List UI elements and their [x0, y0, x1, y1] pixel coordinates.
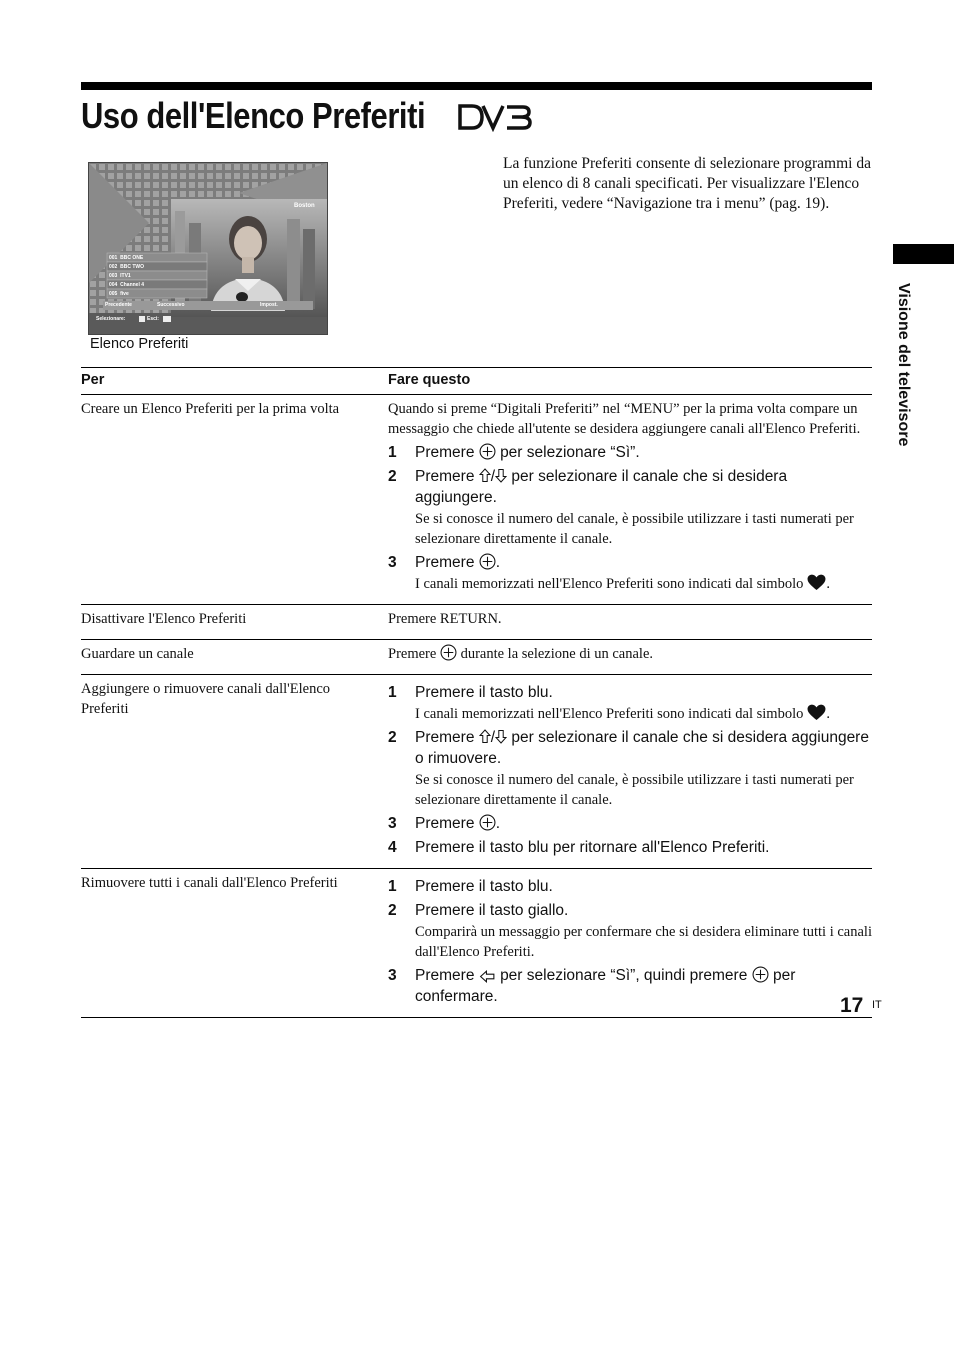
table-row — [81, 605, 872, 640]
fav-item: 002 BBC TWO — [109, 264, 145, 270]
left-arrow-icon — [479, 970, 496, 983]
language-code: IT — [872, 999, 882, 1011]
step-note: Comparirà un messaggio per confermare che si desidera eliminare tutti i canali dall'Elenco Preferiti. — [415, 924, 872, 960]
fav-item: 003 ITV1 — [109, 273, 131, 279]
ok-button-icon — [752, 966, 769, 983]
step: 1 Premere per selezionare “Sì”. — [388, 444, 640, 461]
page-title: Uso dell'Elenco Preferiti — [81, 95, 426, 136]
table-row — [81, 869, 872, 1018]
settings-label: Impost. — [260, 302, 278, 308]
table-row — [81, 640, 872, 675]
step: 1 Premere il tasto blu. — [388, 878, 553, 895]
col-header-fare: Fare questo — [388, 368, 872, 395]
row-action: Disattivare l'Elenco Preferiti — [81, 605, 388, 640]
row-instructions: Premere durante la selezione di un canale. — [388, 640, 872, 675]
fav-item: 001 BBC ONE — [109, 255, 144, 261]
step-note: Se si conosce il numero del canale, è possibile utilizzare i tasti numerati per selezionare direttamente il canale. — [415, 511, 854, 547]
fav-item: 005 five — [109, 291, 129, 297]
title-rule — [81, 82, 872, 90]
fav-item: 004 Channel 4 — [109, 282, 145, 288]
col-header-per: Per — [81, 368, 388, 395]
step: 2 Premere / per selezionare il canale che si desidera aggiungere. — [388, 468, 788, 506]
screenshot-hint: Selezionare: Esci: — [96, 316, 159, 322]
step: 3 Premere per selezionare “Sì”, quindi premere per confermare. — [388, 967, 796, 1005]
down-arrow-icon — [495, 467, 507, 484]
step-note: I canali memorizzati nell'Elenco Preferiti sono indicati dal simbolo . — [415, 706, 830, 722]
tv-screenshot — [88, 162, 328, 335]
next-label: Successivo — [157, 302, 185, 308]
screenshot-image — [89, 163, 327, 334]
step: 1 Premere il tasto blu. — [388, 684, 553, 701]
dvb-logo — [457, 102, 533, 132]
screenshot-location: Boston — [294, 203, 315, 209]
row-instructions — [388, 395, 872, 605]
ok-button-icon — [479, 553, 496, 570]
row-action: Guardare un canale — [81, 640, 388, 675]
step: 2 Premere / per selezionare il canale che si desidera aggiungere o rimuovere. — [388, 729, 869, 767]
heart-icon — [807, 574, 826, 591]
up-arrow-icon — [479, 728, 491, 745]
row-instructions: Premere RETURN. — [388, 605, 872, 640]
section-tab — [893, 244, 954, 264]
step-note: I canali memorizzati nell'Elenco Preferiti sono indicati dal simbolo . — [415, 576, 830, 592]
row-instructions — [388, 869, 872, 1018]
row-instructions — [388, 675, 872, 869]
instruction-table — [81, 367, 872, 1018]
row-action: Aggiungere o rimuovere canali dall'Elenco Preferiti — [81, 675, 388, 869]
up-arrow-icon — [479, 467, 491, 484]
figure-caption: Elenco Preferiti — [90, 336, 189, 352]
step: 3 Premere . — [388, 815, 501, 832]
intro-paragraph: La funzione Preferiti consente di selezionare programmi da un elenco di 8 canali specificati. Per visualizzare l'Elenco Preferiti, vedere “Navigazione tra i menu” (pag. 19). — [503, 155, 871, 212]
table-row — [81, 395, 872, 605]
section-label: Visione del televisore — [895, 283, 912, 447]
row-action: Creare un Elenco Preferiti per la prima volta — [81, 395, 388, 605]
prev-label: Precedente — [105, 302, 132, 308]
step: 2 Premere il tasto giallo. — [388, 902, 569, 919]
ok-button-icon — [440, 644, 457, 661]
ok-button-icon — [479, 443, 496, 460]
down-arrow-icon — [495, 728, 507, 745]
step: 4 Premere il tasto blu per ritornare all'Elenco Preferiti. — [388, 839, 770, 856]
ok-button-icon — [479, 814, 496, 831]
row-action: Rimuovere tutti i canali dall'Elenco Preferiti — [81, 869, 388, 1018]
table-header — [81, 368, 872, 395]
heart-icon — [807, 704, 826, 721]
table-row — [81, 675, 872, 869]
row-intro: Quando si preme “Digitali Preferiti” nel “MENU” per la prima volta compare un messaggio che chiede all'utente se desidera aggiungere canali all'Elenco Preferiti. — [388, 401, 861, 437]
step: 3 Premere . — [388, 554, 501, 571]
fav-list — [109, 254, 144, 299]
step-note: Se si conosce il numero del canale, è possibile utilizzare i tasti numerati per selezionare direttamente il canale. — [415, 772, 854, 808]
